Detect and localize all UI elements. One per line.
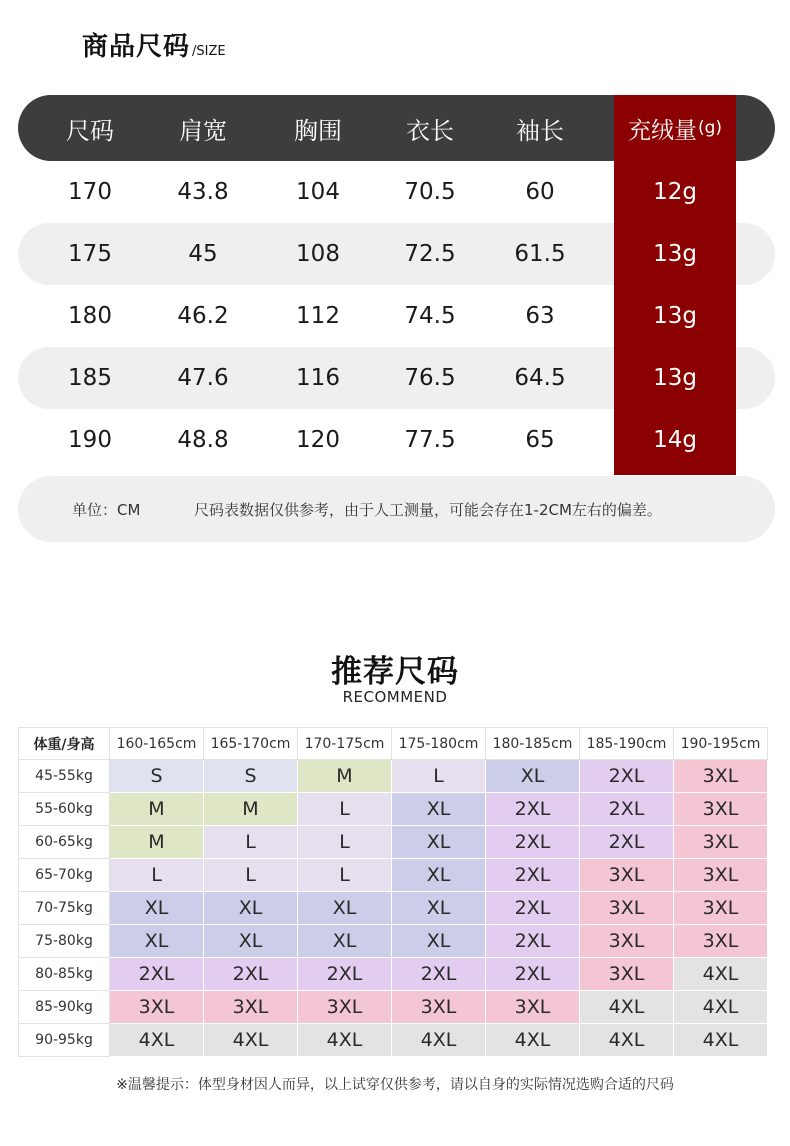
cell-down-fill: 13g xyxy=(653,365,697,391)
recommended-size-cell: 3XL xyxy=(580,925,674,958)
height-header: 170-175cm xyxy=(298,727,392,760)
recommended-size-cell: XL xyxy=(110,892,204,925)
recommended-size-cell: 2XL xyxy=(580,760,674,793)
cell-size: 185 xyxy=(68,365,112,391)
height-header: 180-185cm xyxy=(486,727,580,760)
weight-label: 80-85kg xyxy=(18,958,110,991)
recommended-size-cell: 2XL xyxy=(298,958,392,991)
size-section-title xyxy=(82,26,226,63)
cell-chest: 104 xyxy=(296,179,340,205)
cell-shoulder: 45 xyxy=(188,241,218,267)
recommended-size-cell: XL xyxy=(392,925,486,958)
cell-length: 77.5 xyxy=(404,427,456,453)
recommended-size-cell: M xyxy=(110,793,204,826)
cell-chest: 112 xyxy=(296,303,340,329)
weight-label: 90-95kg xyxy=(18,1024,110,1057)
recommended-size-cell: 2XL xyxy=(580,793,674,826)
cell-length: 72.5 xyxy=(404,241,456,267)
cell-size: 190 xyxy=(68,427,112,453)
recommended-size-cell: L xyxy=(298,793,392,826)
recommended-size-cell: XL xyxy=(298,925,392,958)
recommended-size-cell: 4XL xyxy=(110,1024,204,1057)
recommended-size-cell: 4XL xyxy=(392,1024,486,1057)
cell-chest: 116 xyxy=(296,365,340,391)
cell-shoulder: 48.8 xyxy=(177,427,229,453)
fit-warning: ※温馨提示：体型身材因人而异，以上试穿仅供参考，请以自身的实际情况选购合适的尺码 xyxy=(116,1077,674,1093)
recommended-size-cell: 2XL xyxy=(486,925,580,958)
recommended-size-cell: 3XL xyxy=(204,991,298,1024)
size-subtitle-text: /SIZE xyxy=(192,44,226,59)
recommended-size-cell: 2XL xyxy=(486,958,580,991)
recommended-size-cell: 2XL xyxy=(486,793,580,826)
cell-length: 76.5 xyxy=(404,365,456,391)
recommended-size-cell: 3XL xyxy=(392,991,486,1024)
cell-length: 74.5 xyxy=(404,303,456,329)
recommended-size-cell: 2XL xyxy=(486,859,580,892)
cell-down-fill: 14g xyxy=(653,427,697,453)
recommended-size-cell: L xyxy=(392,760,486,793)
recommended-size-cell: XL xyxy=(204,925,298,958)
recommended-size-cell: 4XL xyxy=(204,1024,298,1057)
cell-sleeve: 63 xyxy=(525,303,555,329)
weight-label: 45-55kg xyxy=(18,760,110,793)
down-header-label: 充绒量 xyxy=(627,117,697,144)
height-header: 165-170cm xyxy=(204,727,298,760)
recommended-size-cell: XL xyxy=(392,859,486,892)
height-header: 160-165cm xyxy=(110,727,204,760)
recommended-size-cell: 4XL xyxy=(674,958,768,991)
header-sleeve: 袖长 xyxy=(516,116,564,145)
cell-sleeve: 64.5 xyxy=(514,365,566,391)
cell-sleeve: 65 xyxy=(525,427,555,453)
recommend-subtitle: RECOMMEND xyxy=(342,688,448,706)
down-fill-column xyxy=(614,95,736,475)
cell-length: 70.5 xyxy=(404,179,456,205)
recommended-size-cell: L xyxy=(110,859,204,892)
recommended-size-cell: 3XL xyxy=(674,892,768,925)
measurement-note xyxy=(18,476,775,542)
recommended-size-cell: XL xyxy=(392,892,486,925)
cell-down-fill: 13g xyxy=(653,303,697,329)
weight-label: 75-80kg xyxy=(18,925,110,958)
weight-label: 60-65kg xyxy=(18,826,110,859)
recommended-size-cell: S xyxy=(110,760,204,793)
cell-chest: 108 xyxy=(296,241,340,267)
weight-label: 70-75kg xyxy=(18,892,110,925)
size-table xyxy=(18,95,775,471)
recommended-size-cell: M xyxy=(298,760,392,793)
height-header: 190-195cm xyxy=(674,727,768,760)
header-length: 衣长 xyxy=(406,116,454,145)
recommended-size-cell: 3XL xyxy=(674,826,768,859)
weight-label: 85-90kg xyxy=(18,991,110,1024)
cell-size: 170 xyxy=(68,179,112,205)
recommended-size-cell: XL xyxy=(392,793,486,826)
recommended-size-cell: XL xyxy=(110,925,204,958)
cell-down-fill: 13g xyxy=(653,241,697,267)
cell-chest: 120 xyxy=(296,427,340,453)
recommended-size-cell: XL xyxy=(204,892,298,925)
weight-label: 55-60kg xyxy=(18,793,110,826)
grid-corner-label: 体重/身高 xyxy=(18,727,110,760)
cell-sleeve: 60 xyxy=(525,179,555,205)
measurement-disclaimer: 尺码表数据仅供参考，由于人工测量，可能会存在1-2CM左右的偏差。 xyxy=(194,500,662,519)
cell-size: 180 xyxy=(68,303,112,329)
recommended-size-cell: 3XL xyxy=(580,892,674,925)
recommended-size-cell: M xyxy=(204,793,298,826)
recommended-size-cell: XL xyxy=(486,760,580,793)
recommended-size-cell: L xyxy=(298,826,392,859)
header-size: 尺码 xyxy=(66,116,114,145)
cell-sleeve: 61.5 xyxy=(514,241,566,267)
recommended-size-cell: XL xyxy=(298,892,392,925)
header-shoulder: 肩宽 xyxy=(179,116,227,145)
recommended-size-cell: 4XL xyxy=(580,991,674,1024)
recommended-size-cell: 2XL xyxy=(580,826,674,859)
recommended-size-cell: 3XL xyxy=(580,859,674,892)
recommend-size-grid xyxy=(18,727,768,1057)
cell-shoulder: 43.8 xyxy=(177,179,229,205)
recommended-size-cell: 3XL xyxy=(674,793,768,826)
unit-note: 单位：CM xyxy=(72,500,141,519)
recommended-size-cell: 3XL xyxy=(674,859,768,892)
recommended-size-cell: 4XL xyxy=(580,1024,674,1057)
header-down-fill xyxy=(614,95,736,161)
cell-shoulder: 47.6 xyxy=(177,365,229,391)
recommended-size-cell: 2XL xyxy=(204,958,298,991)
recommended-size-cell: L xyxy=(298,859,392,892)
recommended-size-cell: L xyxy=(204,859,298,892)
recommended-size-cell: 4XL xyxy=(674,991,768,1024)
height-header: 175-180cm xyxy=(392,727,486,760)
recommended-size-cell: S xyxy=(204,760,298,793)
recommended-size-cell: 2XL xyxy=(110,958,204,991)
down-header-unit: (g) xyxy=(697,118,723,138)
recommended-size-cell: XL xyxy=(392,826,486,859)
recommend-title: 推荐尺码 xyxy=(331,654,459,690)
recommended-size-cell: 2XL xyxy=(486,826,580,859)
header-chest: 胸围 xyxy=(294,116,342,145)
recommended-size-cell: 3XL xyxy=(298,991,392,1024)
recommended-size-cell: 4XL xyxy=(674,1024,768,1057)
recommended-size-cell: 3XL xyxy=(110,991,204,1024)
cell-size: 175 xyxy=(68,241,112,267)
cell-shoulder: 46.2 xyxy=(177,303,229,329)
recommended-size-cell: 3XL xyxy=(674,925,768,958)
recommended-size-cell: M xyxy=(110,826,204,859)
size-title-text: 商品尺码 xyxy=(82,32,191,62)
recommended-size-cell: 4XL xyxy=(298,1024,392,1057)
recommended-size-cell: L xyxy=(204,826,298,859)
weight-label: 65-70kg xyxy=(18,859,110,892)
recommended-size-cell: 3XL xyxy=(674,760,768,793)
height-header: 185-190cm xyxy=(580,727,674,760)
cell-down-fill: 12g xyxy=(653,179,697,205)
recommended-size-cell: 4XL xyxy=(486,1024,580,1057)
recommended-size-cell: 2XL xyxy=(486,892,580,925)
recommended-size-cell: 3XL xyxy=(486,991,580,1024)
recommended-size-cell: 3XL xyxy=(580,958,674,991)
recommended-size-cell: 2XL xyxy=(392,958,486,991)
